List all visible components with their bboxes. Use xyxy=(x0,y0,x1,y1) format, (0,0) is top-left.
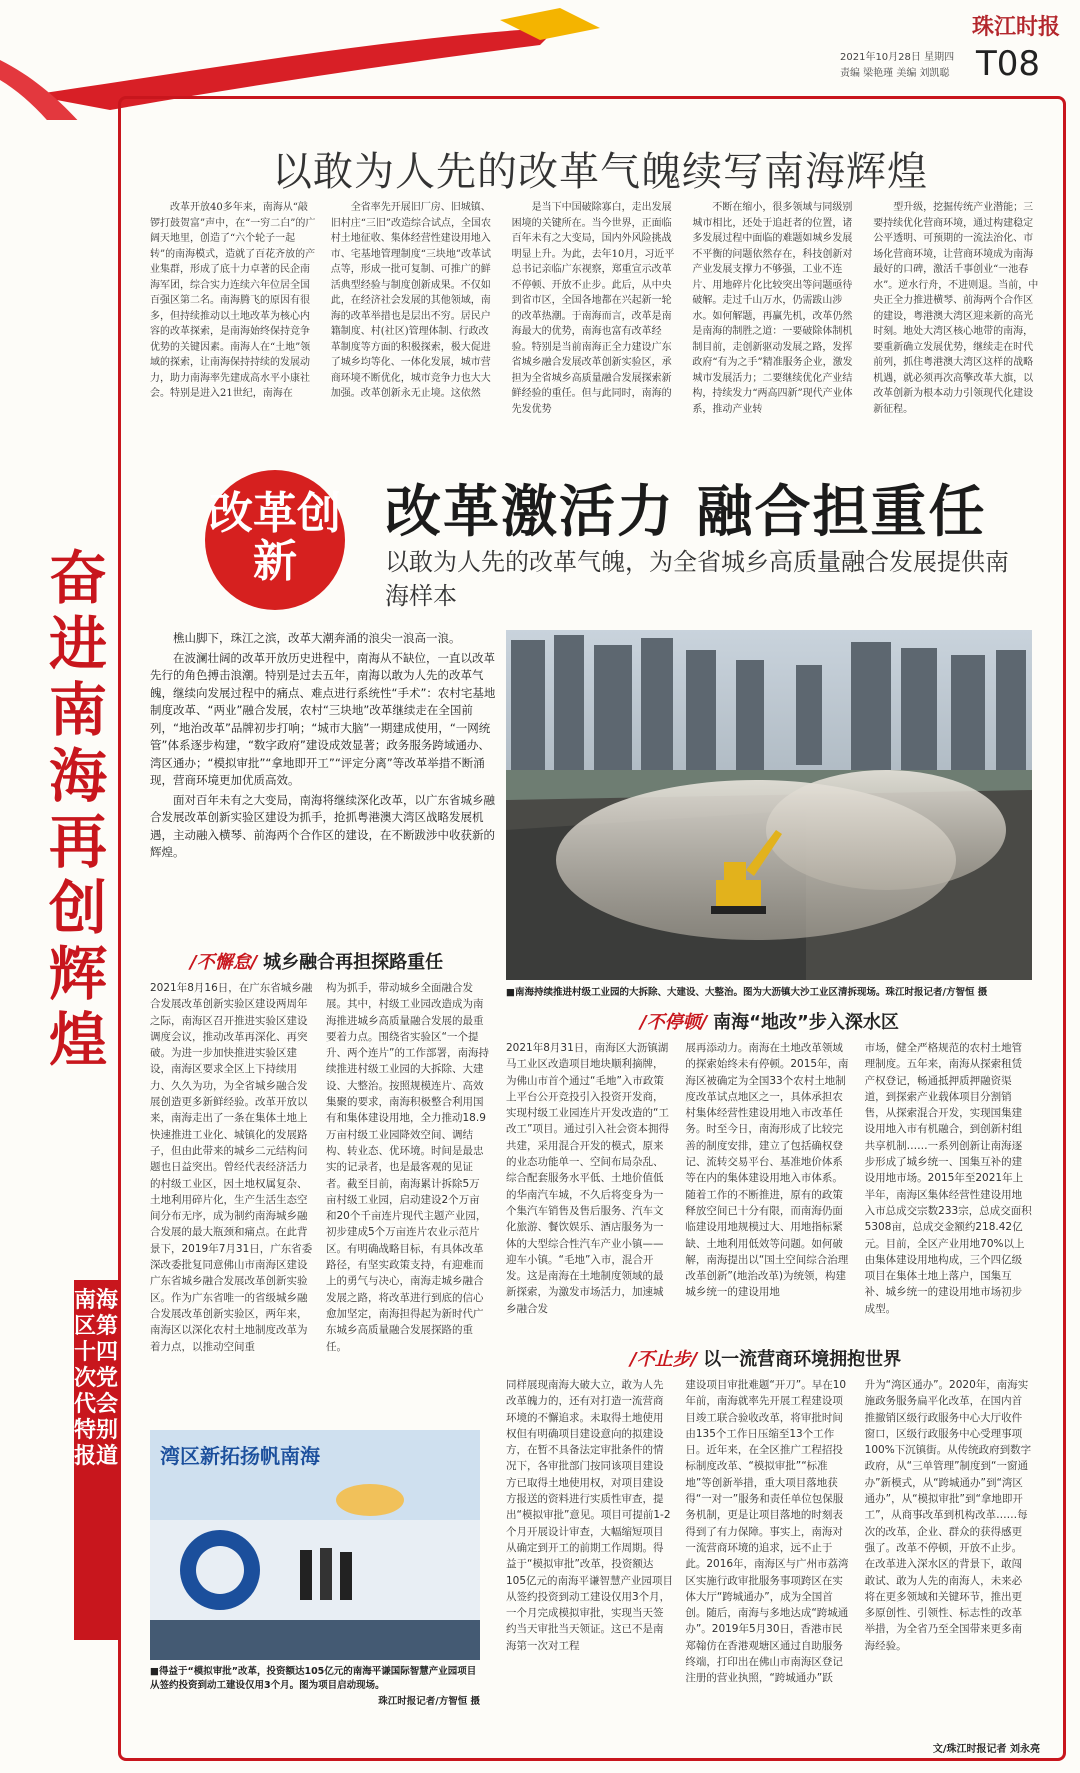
demolition-photo xyxy=(506,630,1032,980)
section2-tag: /不停顿/ xyxy=(640,1012,708,1033)
masthead: 珠江时报 xyxy=(971,15,1060,40)
byline: 文/珠江时报记者 刘永亮 xyxy=(932,1744,1040,1755)
section1-body xyxy=(150,980,490,1420)
section3-column: 建设项目审批难题“开刀”。早在10年前，南海就率先开展工程建设项目竣工联合验收改革，将审批时间由135个工作日压缩至13个工作日。近年来，在全区推广工程招投标制度改革、“模拟审批”“标准地”等创新举措，重大项目落地获得“一对一”服务和责任单位包保服务机制，更是让项目落地的时刻表得到了有力保障。事实上，南海对一流营商环境的追求，远不止于此。2016年，南海区与广州市荔湾区实施行政审批服务事项跨区在实体大厅“跨城通办”，成为全国首创。随后，南海与多地达成“跨城通办”。2019年5月30日，香港市民郑翰仿在香港观塘区通过自助服务终端，打印出在佛山市南海区登记注册的营业执照，“跨城通办”跃 xyxy=(685,1379,849,1685)
event-sign-text: 湾区新拓扬帆南海 xyxy=(160,1444,320,1468)
top-column: 是当下中国破除寡白，走出发展困境的关键所在。当今世界，正面临百年未有之大变局，国内外风险挑战明显上升。为此，去年10月，习近平总书记亲临广东视察，郑重宣示改革不停顿、开放不止步。此后，从中央到省市区，全国各地都在兴起新一轮的改革热潮。于南海而言，改革是南海最大的优势，南海也富有改革经验。特别是当前南海正全力建设广东省城乡融合发展改革创新实验区，承担为全省城乡高质量融合发展探索新鲜经验的重任。但与此同时，南海的先发优势 xyxy=(511,202,675,415)
top-column: 型升级，挖掘传统产业潜能；三要持续优化营商环境，通过构建稳定公平透明、可预期的一流法治化、市场化营商环境，让营商环境成为南海最好的口碑，激活千事创业“一池春水”。逆水行舟，不进则退。当前，中央正全力推进横琴、前海两个合作区的建设，粤港澳大湾区迎来新的高光时刻。地处大湾区核心地带的南海，要重新确立发展优势，继续走在时代前列，抓住粤港澳大湾区这样的战略机遇，就必须再次高擎改革大旗，以改革创新为根本动力引领现代化建设新征程。 xyxy=(873,202,1039,415)
top-column: 不断在缩小，很多领域与同级别城市相比，还处于追赶者的位置，诸多发展过程中面临的难题如城乡发展不平衡的问题依然存在，科技创新对产业发展支撑力不够强，工业不连片、用地碎片化比较突出等问题亟待破解。走过千山万水，仍需跋山涉水。如何解题，再赢先机，改革仍然是南海的制胜之道：一要破除体制机制目前，走创新驱动发展之路，发挥政府“有为之手”精准服务企业，激发城市发展活力；二要继续优化产业结构，持续发力“两高四新”现代产业体系，推动产业转 xyxy=(692,202,853,415)
photo1-caption: ■南海持续推进村级工业园的大拆除、大建设、大整治。图为大沥镇大沙工业区清拆现场。珠江时报记者/方智恒 摄 xyxy=(506,987,988,998)
top-article-title: 以敢为人先的改革气魄续写南海辉煌 xyxy=(272,149,928,195)
page-number: T08 xyxy=(976,44,1041,84)
section1-heading xyxy=(190,948,443,974)
lead-paragraphs xyxy=(150,630,500,864)
reform-badge: 改革创新 xyxy=(205,470,345,610)
section3-heading xyxy=(630,1345,901,1371)
section2-column: 市场，健全严格规范的农村土地管理制度。五年来，南海从探索租赁产权登记，畅通抵押质押融资渠道，到探索产业载体项目分割销售，从探索混合开发，实现国集建设用地入市有机融合，到创新村组共享机制……一系列创新让南海逐步形成了城乡统一、国集互补的建设用地市场。2015年至2021年上半年，南海区集体经营性建设用地入市总成交宗数233宗，总成交面积5308亩，总成交金额约218.42亿元。目前，全区产业用地70%以上由集体建设用地构成，三个四亿级项目在集体土地上落户，国集互补、城乡统一的建设用地市场初步成型。 xyxy=(864,1042,1032,1315)
section2-heading xyxy=(640,1008,899,1034)
section1-tag: /不懈怠/ xyxy=(190,952,258,973)
dateline: 2021年10月28日 星期四 xyxy=(840,52,955,63)
section3-column: 升为“湾区通办”。2020年，南海实施政务服务扁平化改革，在国内首推撤销区级行政服务中心大厅收件窗口，区级行政服务中心受理事项100%下沉镇街。从传统政府到数字政府，从“三单管理”制度到“一窗通办”新模式，从“跨城通办”到“湾区通办”，从“模拟审批”到“拿地即开工”，从商事改革到机构改革……每次的改革，企业、群众的获得感更强了。改革不停顿，开放不止步。在改革进入深水区的背景下，敢闯敢试、敢为人先的南海人，未来必将在更多领域和关键环节，推出更多原创性、引领性、标志性的改革举措，为全省乃至全国带来更多南海经验。 xyxy=(864,1379,1032,1652)
section2-column: 2021年8月31日，南海区大沥镇湖马工业区改造项目地块顺利摘牌，为佛山市首个通过“毛地”入市政策上平台公开竞投引入投资开发商，实现村级工业园连片开发改造的“工改工”项目。通过引入社会资本拥得共建，采用混合开发的模式，原来的业态功能单一、空间布局杂乱、综合配套服务水平低、土地价值低的华南汽车城，不久后将变身为一个集汽车销售及售后服务、汽车文化旅游、餐饮娱乐、酒店服务为一体的大型综合性汽车产业小镇——迎车小镇。“毛地”入市，混合开发。这是南海在土地制度领域的最新探索，为激发市场活力，加速城乡融合发 xyxy=(506,1042,669,1315)
section1-column: 构为抓手，带动城乡全面融合发展。其中，村级工业园改造成为南海推进城乡高质量融合发展的最重要着力点。围绕省实验区“一个提升、两个连片”的工作部署，南海持续推进村级工业园的大拆除、大建设、大整治。按照规模连片、高效集聚的要求，南海积极整合利用国有和集体建设用地，全力推动18.9万亩村级工业园降效空间、调结构、转业态、优环境。时间是最忠实的记录者，也是最客观的见证者。截至目前，南海累计拆除5万亩村级工业园，启动建设2个万亩和20个千亩连片现代主题产业园，初步建成5个万亩连片农业示范片区。有明确战略目标，有具体改革路径，有坚实政策支持，有迎难而上的勇气与决心，南海走城乡融合发展之路，将改革进行到底的信心愈加坚定，南海担得起为新时代广东城乡高质量融合发展探路的重任。 xyxy=(326,982,489,1353)
lead-paragraph: 樵山脚下，珠江之滨，改革大潮奔涌的浪尖一浪高一浪。 xyxy=(173,631,461,645)
section2-column: 展再添动力。南海在土地改革领域的探索始终未有停顿。2015年，南海区被确定为全国33个农村土地制度改革试点地区之一，具体承担农村集体经营性建设用地入市改革任务。时至今日，南海形成了比较完善的制度安排，建立了包括确权登记、流转交易平台、基准地价体系等在内的集体建设用地入市体系。随着工作的不断推进，原有的政策释放空间已十分有限，而南海仍面临建设用地规模过大、用地指标紧缺、土地利用低效等问题。如何破解，南海提出以“国土空间综合治理改革创新”(地治改革)为统领，构建城乡统一的建设用地 xyxy=(685,1042,849,1299)
top-column: 全省率先开展旧厂房、旧城镇、旧村庄“三旧”改造综合试点，全国农村土地征收、集体经营性建设用地入市、宅基地管理制度“三块地”改革试点等，形成一批可复制、可推广的鲜活典型经验与制度创新成果。不仅如此，在经济社会发展的其他领域，南海的改革举措也是层出不穷。居民户籍制度、村(社区)管理体制、行政改革制度等方面的积极探索，极大促进了城乡均等化、一体化发展，城市营商环境不断优化，城市竞争力也大大加强。改革创新永无止境。这依然 xyxy=(330,202,492,399)
top-column: 改革开放40多年来，南海从“敲锣打鼓贺富”声中，在“一穷二白”的广阔天地里，创造了“六个轮子一起转”的南海模式，造就了百花齐放的产业集群，形成了底十力卓著的民企南海军团，综合实力连续六年位居全国百强区第二名。南海腾飞的原因有很多，但持续推动以土地改革为核心内容的改革探索，是南海始终保持竞争优势的关键因素。南海人在“土地”领域的探索，让南海保持持续的发展动力，助力南海率先建成高水平小康社会。特别是进入21世纪，南海在 xyxy=(150,202,316,399)
section2-title: 南海“地改”步入深水区 xyxy=(713,1012,899,1033)
section3-body xyxy=(506,1377,1032,1737)
photo2-caption: ■得益于“模拟审批”改革，投资额达105亿元的南海平谦国际智慧产业园项目从签约投资到动工建设仅用3个月。图为项目启动现场。 xyxy=(150,1666,477,1691)
lead-paragraph: 面对百年未有之大变局，南海将继续深化改革，以广东省城乡融合发展改革创新实验区建设为抓手，抢抓粤港澳大湾区战略发展机遇，主动融入横琴、前海两个合作区的建设，在不断跋涉中收获新的辉煌。 xyxy=(150,792,495,859)
main-subheadline: 以敢为人先的改革气魄，为全省城乡高质量融合发展提供南海样本 xyxy=(385,548,1009,610)
section1-column: 2021年8月16日，在广东省城乡融合发展改革创新实验区建设两周年之际，南海区召开推进实验区建设调度会议，推动改革再深化、再突破。为进一步加快推进实验区建设，南海区要求全区上下持续用力、久久为功，为全省城乡融合发展创造更多新鲜经验。改革开放以来，南海走出了一条在集体土地上快速推进工业化、城镇化的发展路子，但由此带来的城乡二元结构问题也日益突出。曾经代表经济活力的村级工业区，因土地权属复杂、土地利用碎片化，生产生活生态空间分布无序，成为制约南海城乡融合发展的最大瓶颈和痛点。在此背景下，2019年7月31日，广东省委深改委批复同意佛山市南海区建设广东省城乡融合发展改革创新实验区。作为广东省唯一的省级城乡融合发展改革创新实验区，两年来，南海区以深化农村土地制度改革为着力点，以推动空间重 xyxy=(150,982,313,1353)
section3-title: 以一流营商环境拥抱世界 xyxy=(703,1349,902,1370)
section2-body xyxy=(506,1040,1032,1330)
editors-credit: 责编 梁艳瑾 美编 刘凯聪 xyxy=(840,68,950,79)
lead-paragraph: 在波澜壮阔的改革开放历史进程中，南海从不缺位，一直以改革先行的角色搏击浪潮。特别是过去五年，南海以敢为人先的改革气魄，继续向发展过程中的痛点、难点进行系统性“手术”：农村宅基地制度改革、“两业”融合发展，农村“三块地”改革继续走在全国前列，“地治改革”品牌初步打响；“城市大脑”一期建成使用，“一网统管”体系逐步构建，“数字政府”建设成效显著；政务服务跨域通办、湾区通办；“模拟审批”“拿地即开工”“评定分离”等改革举措不断涌现，营商环境更加优质高效。 xyxy=(150,650,496,787)
main-headline: 改革激活力 融合担重任 xyxy=(385,479,987,545)
top-article-columns xyxy=(150,200,1040,460)
photo2-credit: 珠江时报记者/方智恒 摄 xyxy=(378,1696,480,1707)
section3-column: 同样展现南海大破大立，敢为人先改革魄力的，还有对打造一流营商环境的不懈追求。未取得土地使用权但有明确项目建设意向的拟建设方，在暂不具备法定审批条件的情况下，各审批部门按同该项目建设方已取得土地使用权，对项目建设方报送的资料进行实质性审查，提出“模拟审批”意见。项目可提前1-2个月开展设计审查，大幅缩短项目从确定到开工的前期工作周期。得益于“模拟审批”改革，投资额达105亿元的南海平谦智慧产业园项目从签约投资到动工建设仅用3个月，一个月完成模拟审批，实现当天签约当天审批当天领证。这已不是南海第一次对工程 xyxy=(506,1379,674,1652)
section3-tag: /不止步/ xyxy=(630,1349,698,1370)
side-slogan: 奋进南海 再创辉煌 xyxy=(48,544,107,1074)
side-banner: 南海区第十四次党代会特别报道 xyxy=(74,1280,118,1640)
section1-title: 城乡融合再担探路重任 xyxy=(263,952,444,973)
